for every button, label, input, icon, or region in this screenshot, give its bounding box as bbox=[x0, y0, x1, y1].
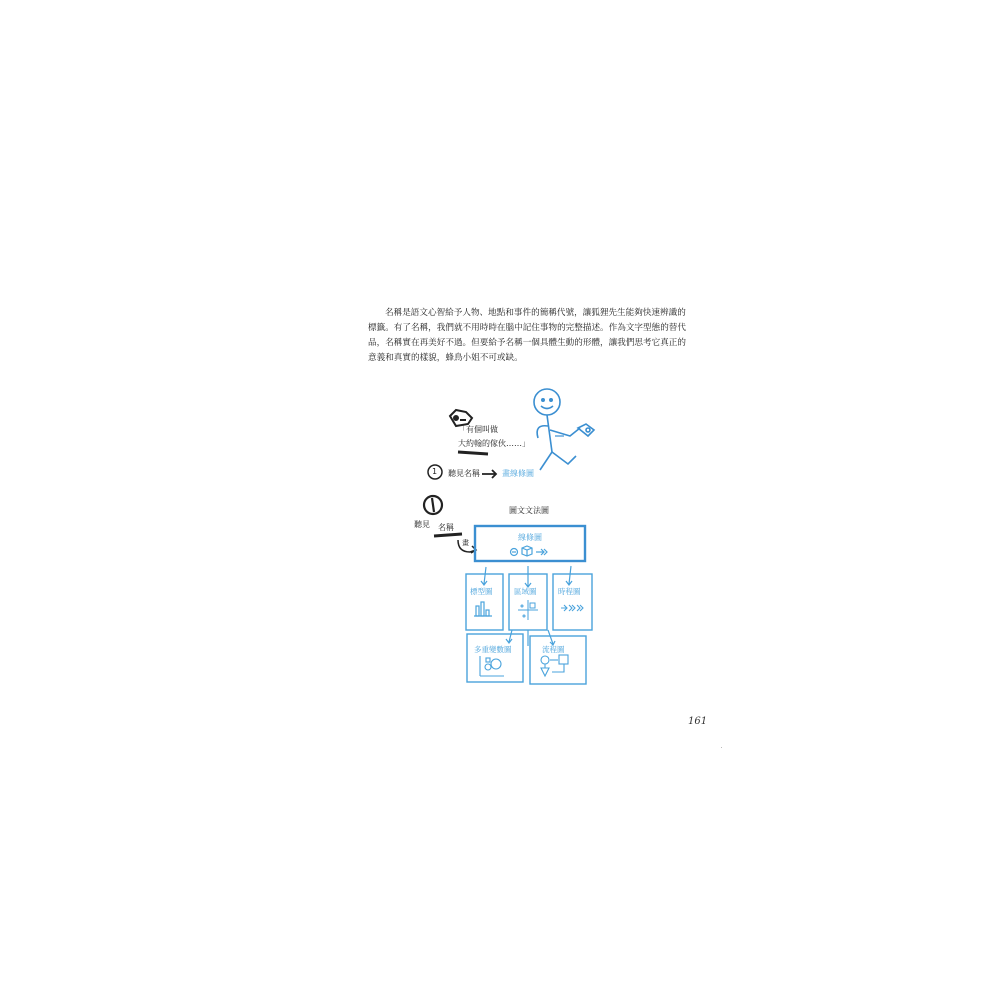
page-number: 161 bbox=[688, 716, 708, 727]
diagram-title: 圖文文法圖 bbox=[509, 506, 549, 515]
paragraph-line: 名稱是語文心智給予人物、地點和事件的簡稱代號，讓狐狸先生能夠快速辨識的 bbox=[385, 308, 686, 318]
box-label-flow: 流程圖 bbox=[542, 645, 565, 654]
speech-line-1: 「有個叫做 bbox=[458, 425, 498, 434]
hand-drawn-illustration bbox=[400, 380, 630, 690]
paragraph-line: 品，名稱實在再美好不過。但要給予名稱一個具體生動的形體，讓我們思考它真正的 bbox=[368, 338, 686, 348]
map-icon bbox=[518, 600, 538, 620]
step1-left-label: 聽見名稱 bbox=[448, 469, 480, 478]
bar-chart-icon bbox=[474, 602, 492, 616]
multivariable-icon bbox=[480, 656, 504, 676]
box-label-timeline: 時程圖 bbox=[558, 587, 581, 596]
step1-number: 1 bbox=[432, 467, 438, 476]
hear-label: 聽見 bbox=[414, 520, 430, 529]
name-label: 名稱 bbox=[438, 523, 454, 532]
draw-label: 畫 bbox=[462, 539, 469, 547]
print-speck bbox=[721, 747, 722, 748]
underline-mark bbox=[458, 452, 488, 454]
paragraph-line: 標籤。有了名稱，我們就不用時時在腦中記住事物的完整描述。作為文字型態的替代 bbox=[368, 323, 686, 333]
line-diagram-label: 線條圖 bbox=[518, 533, 542, 542]
hummingbird-figure-icon bbox=[534, 389, 594, 470]
flow-icon bbox=[541, 655, 568, 676]
paragraph-line: 意義和真實的樣貌，蜂鳥小姐不可或缺。 bbox=[368, 353, 523, 363]
timeline-icon bbox=[561, 605, 583, 611]
box-label-multivar: 多重變數圖 bbox=[474, 645, 512, 654]
underline-mark bbox=[434, 534, 462, 536]
speech-line-2: 大約翰的傢伙……」 bbox=[458, 439, 530, 448]
arrow-right-icon bbox=[482, 470, 496, 478]
mini-icons bbox=[511, 546, 548, 556]
numeral-stroke bbox=[432, 498, 434, 512]
step1-right-label: 畫線條圖 bbox=[502, 469, 534, 478]
box-label-map: 區域圖 bbox=[514, 587, 537, 596]
body-paragraph bbox=[368, 306, 686, 366]
box-label-portrait: 標型圖 bbox=[470, 587, 493, 596]
sketch-drawing bbox=[400, 380, 630, 690]
